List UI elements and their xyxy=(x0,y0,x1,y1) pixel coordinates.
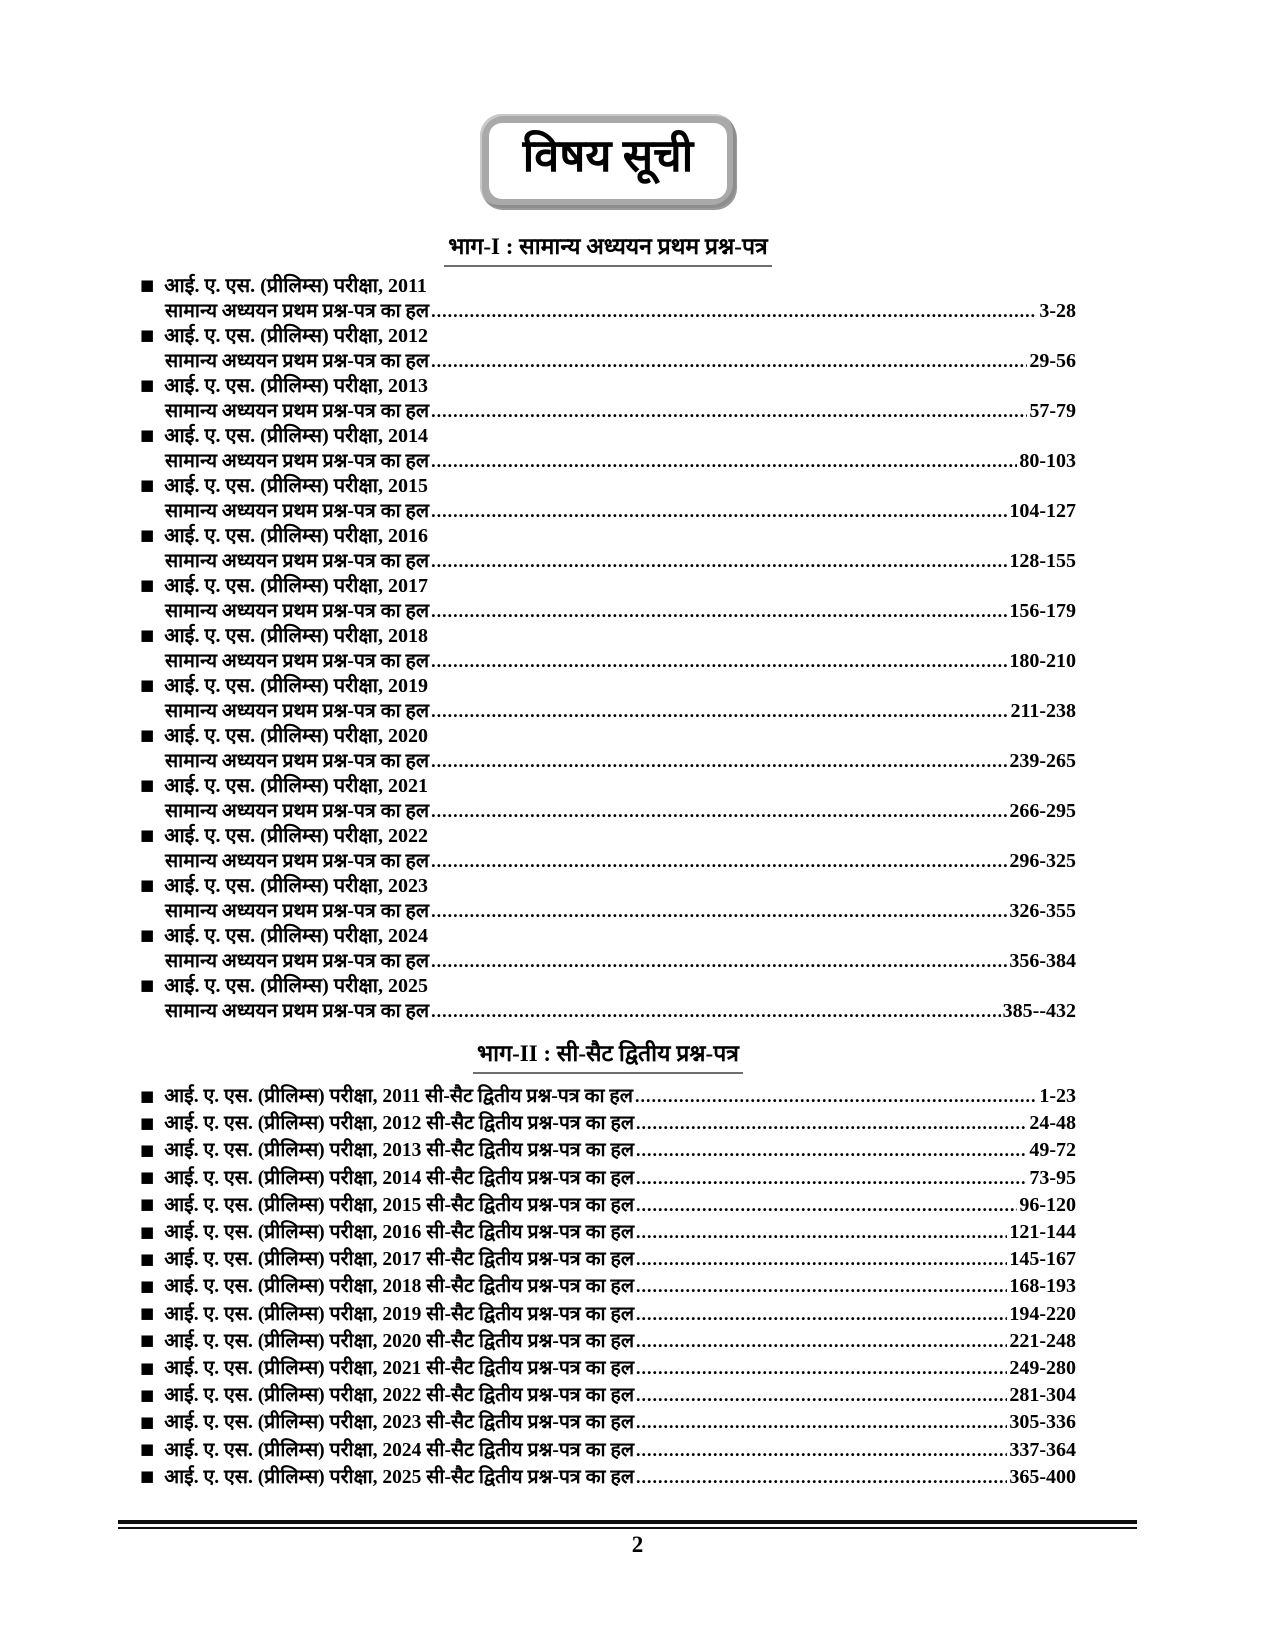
toc-entry xyxy=(140,1192,1076,1219)
page-range: 24-48 xyxy=(1029,1112,1076,1135)
page-range: 49-72 xyxy=(1029,1139,1076,1162)
toc-entry xyxy=(140,524,1076,574)
entry-subtitle: सामान्य अध्ययन प्रथम प्रश्न-पत्र का हल xyxy=(165,801,430,822)
dot-leader xyxy=(636,1165,1027,1192)
square-bullet-icon: ■ xyxy=(140,376,155,394)
page-range: 57-79 xyxy=(1029,400,1076,422)
dot-leader xyxy=(636,1110,1027,1137)
dot-leader xyxy=(431,799,1007,824)
entry-title: आई. ए. एस. (प्रीलिम्स) परीक्षा, 2020 xyxy=(164,725,428,747)
entry-title: आई. ए. एस. (प्रीलिम्स) परीक्षा, 2018 xyxy=(164,625,428,647)
dot-leader xyxy=(636,1409,1007,1436)
toc-entry xyxy=(140,324,1076,374)
toc-entry-title-line xyxy=(140,874,1076,899)
entry-title: आई. ए. एस. (प्रीलिम्स) परीक्षा, 2016 xyxy=(164,525,428,547)
title-box-inner xyxy=(489,123,728,199)
square-bullet-icon: ■ xyxy=(140,1140,155,1159)
page-range: 305-336 xyxy=(1009,1411,1076,1434)
square-bullet-icon: ■ xyxy=(140,1113,155,1132)
toc-entry-sub-line xyxy=(140,499,1076,524)
toc-entry xyxy=(140,774,1076,824)
dot-leader xyxy=(431,299,1037,324)
footer-rule xyxy=(118,1520,1137,1529)
page-range: 3-28 xyxy=(1039,300,1076,322)
entry-title: आई. ए. एस. (प्रीलिम्स) परीक्षा, 2011 xyxy=(164,275,427,297)
page-number: 2 xyxy=(631,1532,644,1557)
dot-leader xyxy=(431,499,1007,524)
toc-entry xyxy=(140,1273,1076,1300)
entry-subtitle: सामान्य अध्ययन प्रथम प्रश्न-पत्र का हल xyxy=(165,351,430,372)
toc-entry xyxy=(140,874,1076,924)
page-range: 326-355 xyxy=(1009,900,1076,922)
dot-leader xyxy=(636,1219,1007,1246)
square-bullet-icon: ■ xyxy=(140,876,155,894)
page-range: 266-295 xyxy=(1009,800,1076,822)
square-bullet-icon: ■ xyxy=(140,1195,155,1214)
entry-title: आई. ए. एस. (प्रीलिम्स) परीक्षा, 2013 xyxy=(164,375,428,397)
dot-leader xyxy=(636,1328,1007,1355)
toc-entry-title-line xyxy=(140,624,1076,649)
page-range: 385--432 xyxy=(1002,1000,1076,1022)
entry-title: आई. ए. एस. (प्रीलिम्स) परीक्षा, 2022 सी-सैट द्वितीय प्रश्न-पत्र का हल xyxy=(164,1385,635,1407)
entry-title: आई. ए. एस. (प्रीलिम्स) परीक्षा, 2020 सी-सैट द्वितीय प्रश्न-पत्र का हल xyxy=(164,1330,635,1352)
toc-entry-title-line xyxy=(140,274,1076,299)
entry-title: आई. ए. एस. (प्रीलिम्स) परीक्षा, 2012 xyxy=(164,325,428,347)
entry-title: आई. ए. एस. (प्रीलिम्स) परीक्षा, 2024 xyxy=(164,925,428,947)
square-bullet-icon: ■ xyxy=(140,726,155,744)
toc-entry xyxy=(140,274,1076,324)
page-range: 365-400 xyxy=(1009,1465,1076,1488)
entry-subtitle: सामान्य अध्ययन प्रथम प्रश्न-पत्र का हल xyxy=(165,601,430,622)
square-bullet-icon: ■ xyxy=(140,576,155,594)
page-title: विषय सूची xyxy=(522,131,694,181)
toc-entry-sub-line xyxy=(140,949,1076,974)
toc-entry xyxy=(140,1137,1076,1164)
page-range: 356-384 xyxy=(1009,950,1076,972)
dot-leader xyxy=(431,699,1008,724)
page-range: 211-238 xyxy=(1010,700,1076,722)
dot-leader xyxy=(636,1192,1017,1219)
entry-subtitle: सामान्य अध्ययन प्रथम प्रश्न-पत्र का हल xyxy=(165,951,430,972)
entry-title: आई. ए. एस. (प्रीलिम्स) परीक्षा, 2025 सी-सैट द्वितीय प्रश्न-पत्र का हल xyxy=(164,1466,635,1488)
toc-entry-title-line xyxy=(140,524,1076,549)
square-bullet-icon: ■ xyxy=(140,1440,155,1459)
toc-entry-sub-line xyxy=(140,649,1076,674)
page-range: 121-144 xyxy=(1009,1221,1076,1244)
entry-subtitle: सामान्य अध्ययन प्रथम प्रश्न-पत्र का हल xyxy=(165,551,430,572)
entry-subtitle: सामान्य अध्ययन प्रथम प्रश्न-पत्र का हल xyxy=(165,401,430,422)
square-bullet-icon: ■ xyxy=(140,976,155,994)
entry-title: आई. ए. एस. (प्रीलिम्स) परीक्षा, 2015 xyxy=(164,475,428,497)
dot-leader xyxy=(431,649,1007,674)
part1-list xyxy=(140,274,1076,1024)
toc-entry-title-line xyxy=(140,774,1076,799)
square-bullet-icon: ■ xyxy=(140,426,155,444)
page-range: 337-364 xyxy=(1009,1438,1076,1461)
entry-title: आई. ए. एस. (प्रीलिम्स) परीक्षा, 2013 सी-सैट द्वितीय प्रश्न-पत्र का हल xyxy=(164,1140,635,1162)
entry-title: आई. ए. एस. (प्रीलिम्स) परीक्षा, 2012 सी-सैट द्वितीय प्रश्न-पत्र का हल xyxy=(164,1113,635,1135)
toc-entry xyxy=(140,724,1076,774)
toc-entry-sub-line xyxy=(140,799,1076,824)
square-bullet-icon: ■ xyxy=(140,276,155,294)
entry-title: आई. ए. एस. (प्रीलिम्स) परीक्षा, 2015 सी-सैट द्वितीय प्रश्न-पत्र का हल xyxy=(164,1194,635,1216)
page-range: 145-167 xyxy=(1009,1248,1076,1271)
toc-entry xyxy=(140,574,1076,624)
toc-entry-sub-line xyxy=(140,399,1076,424)
toc-entry xyxy=(140,924,1076,974)
entry-subtitle: सामान्य अध्ययन प्रथम प्रश्न-पत्र का हल xyxy=(165,301,430,322)
page-range: 221-248 xyxy=(1009,1329,1076,1352)
dot-leader xyxy=(431,449,1017,474)
page-range: 80-103 xyxy=(1019,450,1076,472)
square-bullet-icon: ■ xyxy=(140,1086,155,1105)
dot-leader xyxy=(636,1246,1007,1273)
title-box-wrap xyxy=(140,114,1076,208)
toc-entry xyxy=(140,1219,1076,1246)
dot-leader xyxy=(431,549,1007,574)
dot-leader xyxy=(636,1437,1007,1464)
entry-title: आई. ए. एस. (प्रीलिम्स) परीक्षा, 2021 xyxy=(164,775,428,797)
toc-entry xyxy=(140,1464,1076,1491)
part1-heading-text: भाग-I : सामान्य अध्ययन प्रथम प्रश्न-पत्र xyxy=(444,233,771,267)
toc-entry-title-line xyxy=(140,674,1076,699)
square-bullet-icon: ■ xyxy=(140,526,155,544)
toc-entry xyxy=(140,974,1076,1024)
entry-subtitle: सामान्य अध्ययन प्रथम प्रश्न-पत्र का हल xyxy=(165,751,430,772)
page-range: 104-127 xyxy=(1009,500,1076,522)
toc-entry xyxy=(140,624,1076,674)
toc-entry xyxy=(140,1409,1076,1436)
toc-entry-title-line xyxy=(140,724,1076,749)
toc-entry-title-line xyxy=(140,924,1076,949)
toc-entry xyxy=(140,374,1076,424)
entry-title: आई. ए. एस. (प्रीलिम्स) परीक्षा, 2014 सी-सैट द्वितीय प्रश्न-पत्र का हल xyxy=(164,1167,635,1189)
square-bullet-icon: ■ xyxy=(140,776,155,794)
entry-title: आई. ए. एस. (प्रीलिम्स) परीक्षा, 2023 सी-सैट द्वितीय प्रश्न-पत्र का हल xyxy=(164,1412,635,1434)
title-box xyxy=(480,114,737,208)
toc-entry-sub-line xyxy=(140,299,1076,324)
toc-entry-sub-line xyxy=(140,849,1076,874)
square-bullet-icon: ■ xyxy=(140,626,155,644)
toc-entry-title-line xyxy=(140,974,1076,999)
entry-title: आई. ए. एस. (प्रीलिम्स) परीक्षा, 2014 xyxy=(164,425,428,447)
toc-entry xyxy=(140,1246,1076,1273)
square-bullet-icon: ■ xyxy=(140,1412,155,1431)
toc-entry xyxy=(140,1355,1076,1382)
entry-title: आई. ए. एस. (प्रीलिम्स) परीक्षा, 2019 xyxy=(164,675,428,697)
page-range: 128-155 xyxy=(1009,550,1076,572)
entry-subtitle: सामान्य अध्ययन प्रथम प्रश्न-पत्र का हल xyxy=(165,851,430,872)
toc-entry-sub-line xyxy=(140,349,1076,374)
square-bullet-icon: ■ xyxy=(140,1467,155,1486)
dot-leader xyxy=(431,349,1027,374)
dot-leader xyxy=(636,1273,1007,1300)
dot-leader xyxy=(431,399,1027,424)
toc-entry-title-line xyxy=(140,324,1076,349)
entry-subtitle: सामान्य अध्ययन प्रथम प्रश्न-पत्र का हल xyxy=(165,451,430,472)
page-range: 249-280 xyxy=(1009,1357,1076,1380)
entry-title: आई. ए. एस. (प्रीलिम्स) परीक्षा, 2017 xyxy=(164,575,428,597)
page-range: 180-210 xyxy=(1009,650,1076,672)
entry-title: आई. ए. एस. (प्रीलिम्स) परीक्षा, 2022 xyxy=(164,825,428,847)
page-range: 156-179 xyxy=(1009,600,1076,622)
square-bullet-icon: ■ xyxy=(140,476,155,494)
square-bullet-icon: ■ xyxy=(140,1304,155,1323)
square-bullet-icon: ■ xyxy=(140,1385,155,1404)
toc-entry xyxy=(140,1328,1076,1355)
toc-entry-title-line xyxy=(140,424,1076,449)
dot-leader xyxy=(431,749,1007,774)
page-range: 29-56 xyxy=(1029,350,1076,372)
entry-title: आई. ए. एस. (प्रीलिम्स) परीक्षा, 2019 सी-सैट द्वितीय प्रश्न-पत्र का हल xyxy=(164,1303,635,1325)
dot-leader xyxy=(636,1301,1007,1328)
toc-entry-title-line xyxy=(140,374,1076,399)
toc-entry-sub-line xyxy=(140,699,1076,724)
dot-leader xyxy=(636,1464,1007,1491)
square-bullet-icon: ■ xyxy=(140,1358,155,1377)
dot-leader xyxy=(431,999,1001,1024)
toc-entry xyxy=(140,674,1076,724)
entry-title: आई. ए. एस. (प्रीलिम्स) परीक्षा, 2024 सी-सैट द्वितीय प्रश्न-पत्र का हल xyxy=(164,1439,635,1461)
page-range: 281-304 xyxy=(1009,1384,1076,1407)
entry-title: आई. ए. एस. (प्रीलिम्स) परीक्षा, 2023 xyxy=(164,875,428,897)
toc-entry xyxy=(140,1301,1076,1328)
page-range: 296-325 xyxy=(1009,850,1076,872)
toc-entry xyxy=(140,824,1076,874)
toc-entry xyxy=(140,424,1076,474)
square-bullet-icon: ■ xyxy=(140,1249,155,1268)
toc-entry xyxy=(140,474,1076,524)
entry-title: आई. ए. एस. (प्रीलिम्स) परीक्षा, 2016 सी-सैट द्वितीय प्रश्न-पत्र का हल xyxy=(164,1222,635,1244)
dot-leader xyxy=(431,599,1007,624)
toc-content xyxy=(140,0,1076,1491)
entry-title: आई. ए. एस. (प्रीलिम्स) परीक्षा, 2018 सी-सैट द्वितीय प्रश्न-पत्र का हल xyxy=(164,1276,635,1298)
entry-subtitle: सामान्य अध्ययन प्रथम प्रश्न-पत्र का हल xyxy=(165,651,430,672)
part2-list xyxy=(140,1083,1076,1491)
entry-title: आई. ए. एस. (प्रीलिम्स) परीक्षा, 2025 xyxy=(164,975,428,997)
toc-entry xyxy=(140,1165,1076,1192)
square-bullet-icon: ■ xyxy=(140,1222,155,1241)
square-bullet-icon: ■ xyxy=(140,1276,155,1295)
square-bullet-icon: ■ xyxy=(140,1168,155,1187)
entry-subtitle: सामान्य अध्ययन प्रथम प्रश्न-पत्र का हल xyxy=(165,501,430,522)
toc-entry xyxy=(140,1110,1076,1137)
toc-entry-sub-line xyxy=(140,899,1076,924)
square-bullet-icon: ■ xyxy=(140,676,155,694)
dot-leader xyxy=(431,849,1007,874)
toc-entry-title-line xyxy=(140,574,1076,599)
toc-entry-sub-line xyxy=(140,999,1076,1024)
part2-heading xyxy=(140,1040,1076,1074)
square-bullet-icon: ■ xyxy=(140,826,155,844)
entry-title: आई. ए. एस. (प्रीलिम्स) परीक्षा, 2011 सी-सैट द्वितीय प्रश्न-पत्र का हल xyxy=(164,1086,633,1107)
entry-subtitle: सामान्य अध्ययन प्रथम प्रश्न-पत्र का हल xyxy=(165,901,430,922)
toc-entry-title-line xyxy=(140,824,1076,849)
dot-leader xyxy=(431,899,1007,924)
toc-entry xyxy=(140,1382,1076,1409)
dot-leader xyxy=(636,1137,1027,1164)
toc-entry-sub-line xyxy=(140,449,1076,474)
page-range: 96-120 xyxy=(1019,1193,1076,1216)
page-range: 1-23 xyxy=(1039,1085,1076,1107)
page-range: 168-193 xyxy=(1009,1275,1076,1298)
page-range: 73-95 xyxy=(1029,1166,1076,1189)
toc-entry xyxy=(140,1083,1076,1110)
square-bullet-icon: ■ xyxy=(140,926,155,944)
toc-entry-sub-line xyxy=(140,599,1076,624)
page-range: 239-265 xyxy=(1009,750,1076,772)
dot-leader xyxy=(635,1083,1037,1110)
entry-subtitle: सामान्य अध्ययन प्रथम प्रश्न-पत्र का हल xyxy=(165,701,430,722)
toc-entry-sub-line xyxy=(140,749,1076,774)
entry-title: आई. ए. एस. (प्रीलिम्स) परीक्षा, 2017 सी-सैट द्वितीय प्रश्न-पत्र का हल xyxy=(164,1249,635,1271)
dot-leader xyxy=(636,1355,1007,1382)
square-bullet-icon: ■ xyxy=(140,326,155,344)
toc-entry xyxy=(140,1437,1076,1464)
toc-entry-sub-line xyxy=(140,549,1076,574)
dot-leader xyxy=(431,949,1007,974)
part2-heading-text: भाग-II : सी-सैट द्वितीय प्रश्न-पत्र xyxy=(473,1040,743,1074)
page-range: 194-220 xyxy=(1009,1302,1076,1325)
dot-leader xyxy=(636,1382,1007,1409)
part1-heading xyxy=(140,233,1076,267)
square-bullet-icon: ■ xyxy=(140,1331,155,1350)
entry-subtitle: सामान्य अध्ययन प्रथम प्रश्न-पत्र का हल xyxy=(165,1001,430,1022)
entry-title: आई. ए. एस. (प्रीलिम्स) परीक्षा, 2021 सी-सैट द्वितीय प्रश्न-पत्र का हल xyxy=(164,1358,635,1380)
toc-entry-title-line xyxy=(140,474,1076,499)
